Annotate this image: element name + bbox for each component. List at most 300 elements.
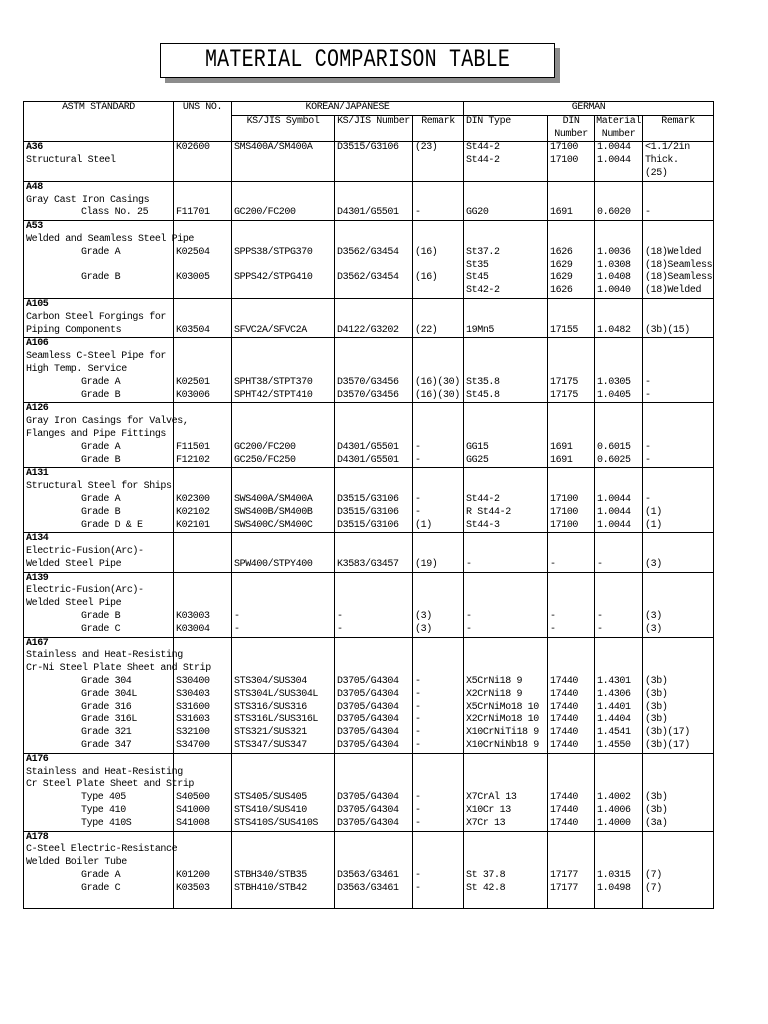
grade-row [24,611,714,624]
din-type-cell [464,767,548,780]
astm-cell: Type 405 [24,792,174,805]
german-remark-cell: (18)Welded [643,247,714,260]
din-type-cell: St37.2 [464,247,548,260]
ks-jis-number-cell [335,857,413,870]
material-number-cell: 1.4541 [595,727,643,740]
german-remark-cell: (25) [643,168,714,181]
ks-jis-number-cell: D3570/G3456 [335,377,413,390]
ks-jis-symbol-cell [232,844,335,857]
ks-jis-symbol-cell [232,663,335,676]
material-number-cell: 1.4002 [595,792,643,805]
din-type-cell [464,857,548,870]
ks-jis-symbol-cell: SPW400/STPY400 [232,559,335,572]
din-type-cell [464,221,548,234]
german-remark-cell [643,298,714,311]
german-remark-cell: - [643,207,714,220]
astm-cell: Grade 304L [24,689,174,702]
uns-cell [174,831,232,844]
din-type-cell [464,650,548,663]
uns-cell [174,468,232,481]
astm-cell: A131 [24,468,174,481]
astm-cell: Class No. 25 [24,207,174,220]
ks-jis-number-cell: D3515/G3106 [335,507,413,520]
din-number-cell: 1629 [548,272,595,285]
uns-cell [174,312,232,325]
ks-jis-symbol-cell: STBH340/STB35 [232,870,335,883]
din-type-cell: 19Mn5 [464,325,548,338]
kj-remark-cell [413,285,464,298]
uns-cell: S40500 [174,792,232,805]
ks-jis-symbol-cell: SMS400A/SM400A [232,142,335,155]
uns-cell [174,753,232,766]
uns-cell [174,195,232,208]
din-number-cell: 17440 [548,702,595,715]
astm-cell: Grade B [24,390,174,403]
ks-jis-symbol-cell [232,416,335,429]
din-number-cell: 17100 [548,507,595,520]
material-number-cell [595,468,643,481]
uns-cell [174,844,232,857]
kj-remark-cell: - [413,494,464,507]
german-remark-cell [643,572,714,585]
german-remark-cell [643,779,714,792]
din-number-cell [548,481,595,494]
ks-jis-number-cell [335,844,413,857]
ks-jis-number-cell: D3705/G4304 [335,702,413,715]
standard-block [24,533,714,572]
ks-jis-number-cell [335,779,413,792]
description-row [24,598,714,611]
kj-remark-cell: (1) [413,520,464,533]
standard-row [24,468,714,481]
din-number-cell [548,572,595,585]
astm-cell: A178 [24,831,174,844]
ks-jis-number-cell: D3563/G3461 [335,883,413,909]
material-number-cell: 1.4401 [595,702,643,715]
din-number-cell [548,298,595,311]
material-number-cell [595,572,643,585]
astm-cell: Gray Cast Iron Casings [24,195,174,208]
uns-cell [174,285,232,298]
grade-row [24,272,714,285]
standard-block [24,142,714,181]
din-type-cell [464,364,548,377]
german-remark-cell [643,195,714,208]
description-row [24,767,714,780]
grade-row [24,805,714,818]
ks-jis-number-cell: D4122/G3202 [335,325,413,338]
astm-cell: A48 [24,181,174,194]
uns-cell: F11701 [174,207,232,220]
din-type-cell: St45.8 [464,390,548,403]
ks-jis-symbol-cell [232,533,335,546]
uns-cell: K03003 [174,611,232,624]
uns-cell: F11501 [174,442,232,455]
material-number-cell: 1.0044 [595,142,643,155]
uns-cell [174,221,232,234]
din-number-cell [548,857,595,870]
astm-cell: Electric-Fusion(Arc)- [24,585,174,598]
german-remark-cell [643,831,714,844]
ks-jis-number-cell [335,364,413,377]
material-number-cell: 1.0036 [595,247,643,260]
grade-row [24,870,714,883]
din-number-cell [548,650,595,663]
material-number-cell [595,650,643,663]
ks-jis-number-cell [335,298,413,311]
standard-block [24,221,714,299]
ks-jis-number-cell [335,572,413,585]
material-number-cell: 1.0305 [595,377,643,390]
din-type-cell [464,338,548,351]
german-remark-cell: - [643,377,714,390]
german-remark-cell: (3b)(15) [643,325,714,338]
ks-jis-symbol-header: KS/JIS Symbol [232,115,335,142]
german-remark-cell [643,351,714,364]
din-number-cell [548,416,595,429]
din-type-cell: St45 [464,272,548,285]
kj-remark-cell [413,168,464,181]
german-remark-cell: (3b) [643,689,714,702]
german-remark-cell: <1.1/2in [643,142,714,155]
din-type-cell: - [464,559,548,572]
german-remark-cell: (18)Welded [643,285,714,298]
title-box [160,43,555,78]
ks-jis-number-cell [335,221,413,234]
din-type-cell [464,598,548,611]
astm-cell: A126 [24,403,174,416]
din-number-cell: 17175 [548,377,595,390]
description-row [24,416,714,429]
astm-cell: A134 [24,533,174,546]
material-number-cell: 1.0315 [595,870,643,883]
ks-jis-number-cell [335,481,413,494]
kj-remark-cell [413,481,464,494]
din-number-cell: 17100 [548,494,595,507]
kj-remark-cell [413,844,464,857]
kj-remark-cell [413,403,464,416]
ks-jis-symbol-cell: STS410S/SUS410S [232,818,335,831]
grade-row [24,442,714,455]
grade-row [24,260,714,273]
kj-remark-cell [413,181,464,194]
grade-row [24,689,714,702]
german-remark-cell [643,767,714,780]
ks-jis-symbol-cell: SPPS38/STPG370 [232,247,335,260]
standard-block [24,468,714,533]
kj-remark-cell: (19) [413,559,464,572]
astm-cell: Type 410 [24,805,174,818]
german-remark-cell: (18)Seamless [643,272,714,285]
din-number-cell [548,181,595,194]
grade-row [24,455,714,468]
astm-cell: Piping Components [24,325,174,338]
din-number-cell [548,195,595,208]
ks-jis-number-cell [335,168,413,181]
material-number-cell [595,195,643,208]
ks-jis-number-cell: D3705/G4304 [335,727,413,740]
material-number-cell: 1.0044 [595,507,643,520]
astm-cell: Type 410S [24,818,174,831]
kj-remark-cell: (16) [413,247,464,260]
din-type-cell [464,351,548,364]
material-number-cell [595,767,643,780]
description-row [24,779,714,792]
grade-row [24,714,714,727]
ks-jis-number-cell: - [335,611,413,624]
material-number-cell [595,481,643,494]
din-number-cell: 1691 [548,442,595,455]
ks-jis-symbol-cell [232,403,335,416]
header-row-groups [24,102,714,116]
kj-remark-cell [413,585,464,598]
astm-cell: Welded Steel Pipe [24,559,174,572]
uns-cell [174,637,232,650]
din-type-cell [464,779,548,792]
ks-jis-number-cell [335,285,413,298]
ks-jis-number-cell [335,767,413,780]
kj-remark-cell [413,234,464,247]
uns-cell: K03005 [174,272,232,285]
standard-row [24,338,714,351]
astm-cell: A167 [24,637,174,650]
german-remark-cell: (3b) [643,805,714,818]
german-remark-cell: Thick. [643,155,714,168]
kj-remark-cell [413,637,464,650]
grade-row [24,702,714,715]
german-remark-cell: (3b)(17) [643,727,714,740]
astm-cell: Grade A [24,870,174,883]
ks-jis-number-cell: D3705/G4304 [335,714,413,727]
german-remark-header: Remark [643,115,714,142]
uns-cell: S31600 [174,702,232,715]
description-row [24,663,714,676]
din-number-cell: 17440 [548,818,595,831]
ks-jis-number-cell [335,234,413,247]
kj-remark-cell [413,857,464,870]
standard-row [24,298,714,311]
ks-jis-symbol-cell [232,650,335,663]
german-remark-cell [643,637,714,650]
description-row [24,650,714,663]
grade-row [24,727,714,740]
kj-remark-cell [413,351,464,364]
uns-cell: K02600 [174,142,232,155]
din-type-cell [464,181,548,194]
standard-row [24,753,714,766]
ks-jis-number-cell [335,650,413,663]
material-number-cell [595,779,643,792]
grade-row [24,207,714,220]
german-remark-cell [643,181,714,194]
ks-jis-number-cell [335,663,413,676]
din-number-cell: - [548,624,595,637]
astm-cell [24,168,174,181]
kj-remark-cell [413,753,464,766]
uns-cell: K03004 [174,624,232,637]
ks-jis-symbol-cell: - [232,611,335,624]
astm-cell: Flanges and Pipe Fittings [24,429,174,442]
german-remark-cell: (3b) [643,702,714,715]
standard-block [24,831,714,909]
astm-cell: Grade 316 [24,702,174,715]
din-type-cell: St44-3 [464,520,548,533]
standard-row [24,221,714,234]
uns-cell [174,181,232,194]
din-number-cell [548,831,595,844]
astm-cell: Grade 321 [24,727,174,740]
german-remark-cell [643,403,714,416]
astm-cell: Grade C [24,624,174,637]
din-number-cell [548,234,595,247]
uns-cell: S32100 [174,727,232,740]
kj-remark-cell: - [413,818,464,831]
german-remark-cell [643,429,714,442]
description-row [24,857,714,870]
german-remark-cell [643,753,714,766]
ks-jis-number-cell: D3705/G4304 [335,792,413,805]
kj-remark-cell: (3) [413,624,464,637]
material-number-cell: 1.4550 [595,740,643,753]
ks-jis-symbol-cell [232,857,335,870]
ks-jis-symbol-cell: STS316/SUS316 [232,702,335,715]
german-remark-cell: (7) [643,870,714,883]
ks-jis-symbol-cell: STS304L/SUS304L [232,689,335,702]
din-number-cell: 17440 [548,805,595,818]
ks-jis-number-cell [335,312,413,325]
ks-jis-number-cell [335,598,413,611]
uns-cell [174,572,232,585]
standard-block [24,753,714,831]
din-number-cell: 17155 [548,325,595,338]
din-type-cell [464,637,548,650]
din-type-cell [464,481,548,494]
description-row [24,585,714,598]
din-type-cell [464,168,548,181]
material-number-cell: 1.0405 [595,390,643,403]
ks-jis-symbol-cell [232,298,335,311]
german-remark-cell [643,585,714,598]
astm-cell: A139 [24,572,174,585]
din-number-cell: 17177 [548,883,595,909]
astm-cell: Cr Steel Plate Sheet and Strip [24,779,174,792]
din-number-cell: 17100 [548,520,595,533]
material-number-cell: 1.0498 [595,883,643,909]
grade-row [24,818,714,831]
german-remark-cell [643,598,714,611]
german-remark-cell [643,546,714,559]
material-number-cell: 1.0040 [595,285,643,298]
din-type-header: DIN Type [464,115,548,142]
din-number-cell: 17440 [548,689,595,702]
material-number-cell: 1.4301 [595,676,643,689]
ks-jis-symbol-cell: STS405/SUS405 [232,792,335,805]
material-number-cell [595,546,643,559]
din-number-cell: 1626 [548,247,595,260]
kj-remark-cell: - [413,883,464,909]
material-number-cell [595,844,643,857]
astm-cell: Grade A [24,377,174,390]
kj-remark-cell: - [413,455,464,468]
material-number-cell [595,234,643,247]
ks-jis-symbol-cell: GC200/FC200 [232,442,335,455]
astm-cell: Grade 316L [24,714,174,727]
german-remark-cell: (1) [643,507,714,520]
din-number-cell [548,663,595,676]
kj-remark-cell [413,416,464,429]
astm-cell: Stainless and Heat-Resisting [24,650,174,663]
kj-remark-cell: - [413,676,464,689]
german-remark-cell: (3) [643,559,714,572]
german-remark-cell [643,468,714,481]
uns-cell [174,857,232,870]
material-number-cell [595,351,643,364]
ks-jis-symbol-cell [232,831,335,844]
uns-cell: K02101 [174,520,232,533]
astm-cell: Gray Iron Casings for Valves, [24,416,174,429]
uns-cell [174,598,232,611]
kj-remark-cell: - [413,727,464,740]
ks-jis-symbol-cell [232,585,335,598]
ks-jis-symbol-cell [232,637,335,650]
kj-remark-cell [413,338,464,351]
kj-remark-cell [413,312,464,325]
german-remark-cell: (7) [643,883,714,909]
german-remark-cell [643,221,714,234]
astm-cell: Seamless C-Steel Pipe for [24,351,174,364]
material-number-cell [595,221,643,234]
ks-jis-number-cell [335,260,413,273]
kj-remark-cell: - [413,689,464,702]
ks-jis-number-cell [335,195,413,208]
grade-row [24,247,714,260]
din-number-cell: 1691 [548,455,595,468]
din-type-cell [464,572,548,585]
grade-row [24,792,714,805]
kj-remark-cell: (23) [413,142,464,155]
german-remark-cell [643,338,714,351]
german-remark-cell: - [643,442,714,455]
german-remark-cell [643,416,714,429]
uns-no-header: UNS NO. [174,102,232,142]
page-title: MATERIAL COMPARISON TABLE [204,46,511,75]
astm-cell: Grade A [24,247,174,260]
standard-row [24,831,714,844]
kj-remark-cell [413,155,464,168]
astm-cell: Grade B [24,455,174,468]
ks-jis-symbol-cell: STS321/SUS321 [232,727,335,740]
din-type-cell: St 37.8 [464,870,548,883]
din-number-cell: 17175 [548,390,595,403]
din-type-cell: X10CrNiTi18 9 [464,727,548,740]
din-type-cell: X7Cr 13 [464,818,548,831]
din-type-cell: GG20 [464,207,548,220]
astm-cell: C-Steel Electric-Resistance [24,844,174,857]
ks-jis-number-cell: D3705/G4304 [335,676,413,689]
german-remark-cell [643,650,714,663]
ks-jis-number-cell [335,155,413,168]
ks-jis-symbol-cell [232,168,335,181]
ks-jis-number-cell: D3570/G3456 [335,390,413,403]
astm-cell: Grade B [24,611,174,624]
din-type-cell: St44-2 [464,155,548,168]
kj-remark-cell: - [413,714,464,727]
material-number-cell [595,753,643,766]
kj-remark-cell: (16) [413,272,464,285]
uns-cell [174,168,232,181]
korean-japanese-header: KOREAN/JAPANESE [232,102,464,116]
ks-jis-number-cell [335,468,413,481]
